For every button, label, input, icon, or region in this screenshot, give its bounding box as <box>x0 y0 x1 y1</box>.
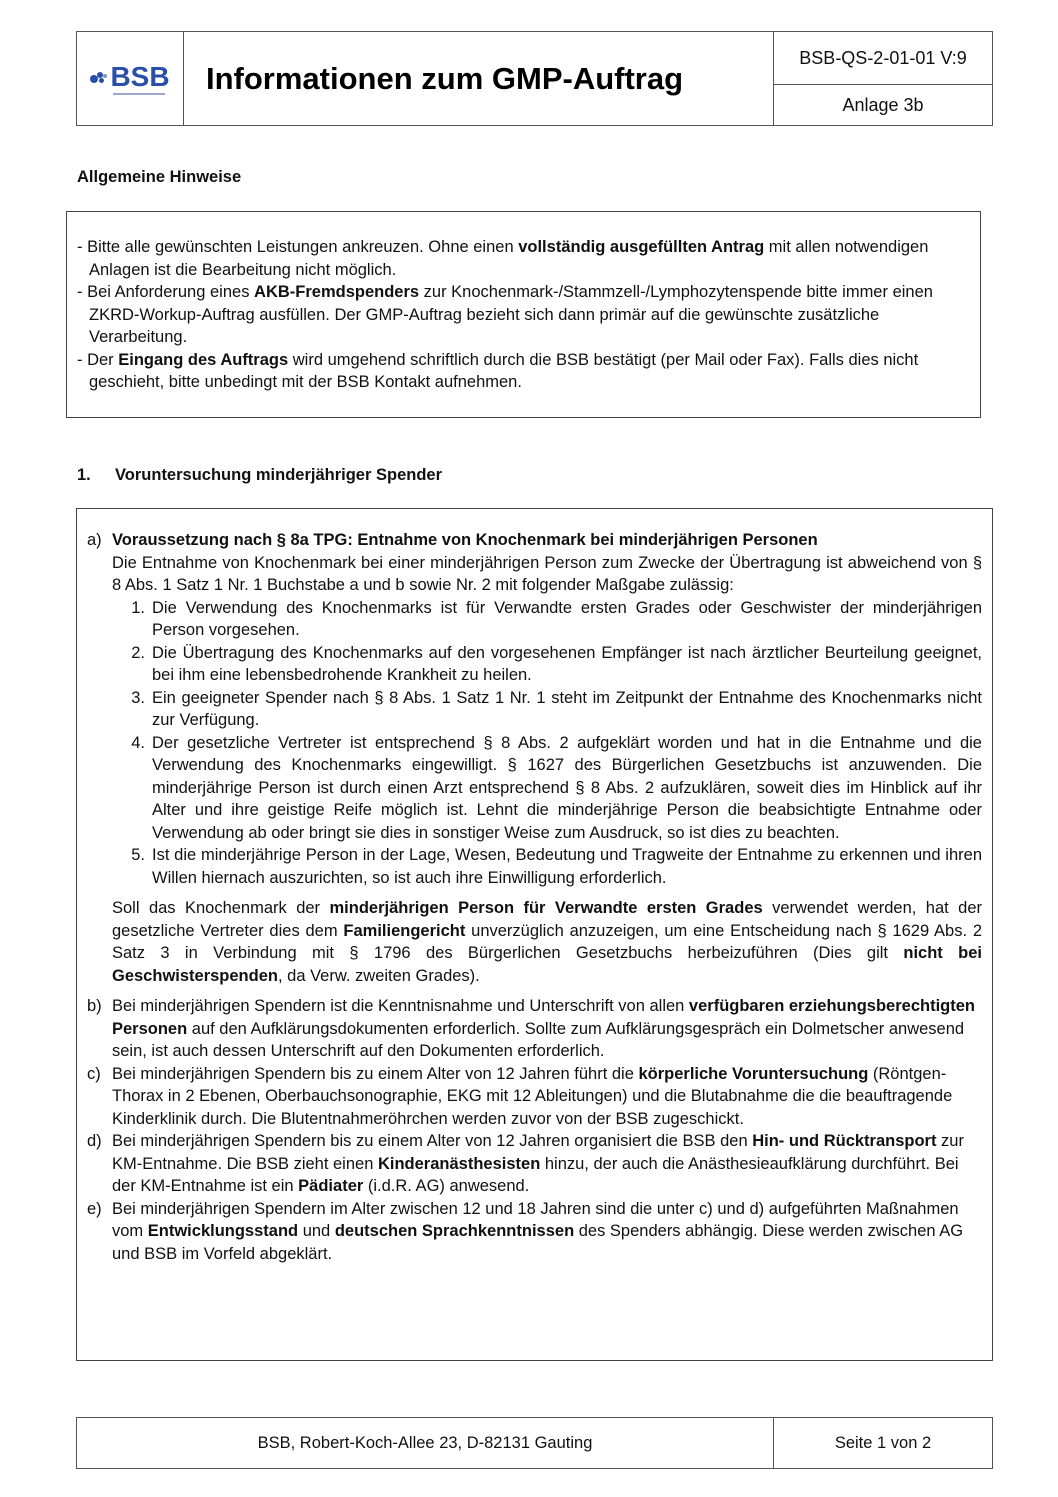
document-id: BSB-QS-2-01-01 V:9 <box>774 32 992 85</box>
item-a-title: Voraussetzung nach § 8a TPG: Entnahme von Knochenmark bei minderjährigen Personen <box>112 531 818 549</box>
hint-item: - Der Eingang des Auftrags wird umgehend schriftlich durch die BSB bestätigt (per Mail oder Fax). Falls dies nicht geschieht, bitte unbedingt mit der BSB Kontakt aufnehmen. <box>77 350 919 391</box>
general-heading: Allgemeine Hinweise <box>77 168 242 186</box>
logo-text: BSB <box>110 60 170 92</box>
condition-item: 5. Ist die minderjährige Person in der Lage, Wesen, Bedeutung und Tragweite der Entnahme zu erkennen und ihren Willen hiernach auszurichten, so ist auch ihre Einwilligung erforderlich. <box>131 846 982 887</box>
family-court-note: Soll das Knochenmark der minderjährigen Person für Verwandte ersten Grades verwendet werden, hat der gesetzliche Vertreter dies dem Familiengericht unverzüglich anzuzeigen, um eine Entscheidung nach § 1629 Abs. 2 Satz 3 in Verbindung mit § 1796 des Bürgerlichen Gesetzbuchs herbeizuführen (Dies gilt nicht bei Geschwisterspenden, da Verw. zweiten Grades). <box>112 899 983 985</box>
document-header <box>76 31 993 126</box>
page-number: Seite 1 von 2 <box>834 1433 932 1452</box>
item-d: d) Bei minderjährigen Spendern bis zu einem Alter von 12 Jahren organisiert die BSB den Hin- und Rücktransport zur KM-Entnahme. Die BSB zieht einen Kinderanästhesisten hinzu, der auch die Anästhesieaufklärung durchführt. Bei der KM-Entnahme ist ein Pädiater (i.d.R. AG) anwesend. <box>87 1132 964 1195</box>
attachment-label: Anlage 3b <box>842 94 924 115</box>
footer-address: BSB, Robert-Koch-Allee 23, D-82131 Gauting <box>77 1418 774 1468</box>
general-notes-box <box>66 211 981 418</box>
condition-item: 4. Der gesetzliche Vertreter ist entsprechend § 8 Abs. 2 aufgeklärt worden und hat in die Entnahme und die Verwendung des Knochenmarks eingewilligt. § 1627 des Bürgerlichen Gesetzbuchs ist anzuwenden. Die minderjährige Person ist durch einen Arzt entsprechend § 8 Abs. 2 aufzuklären, soweit dies im Hinblick auf ihr Alter und ihre geistige Reife möglich ist. Lehnt die minderjährige Person die beabsichtigte Entnahme oder Verwendung ab oder bringt sie dies in sonstiger Weise zum Ausdruck, so ist dies zu beachten. <box>131 733 982 842</box>
condition-list <box>112 597 982 890</box>
document-footer <box>76 1417 993 1469</box>
item-e: e) Bei minderjährigen Spendern im Alter zwischen 12 und 18 Jahren sind die unter c) und d) aufgeführten Maßnahmen vom Entwicklungsstand und deutschen Sprachkenntnissen des Spenders abhängig. Diese werden zwischen AG und BSB im Vorfeld abgeklärt. <box>87 1199 964 1263</box>
section-heading: 1. Voruntersuchung minderjähriger Spender <box>77 466 442 484</box>
hint-item: - Bitte alle gewünschten Leistungen ankreuzen. Ohne einen vollständig ausgefüllten Antrag mit allen notwendigen Anlagen ist die Bearbeitung nicht möglich. <box>77 238 929 279</box>
logo <box>77 32 184 125</box>
document-title: Informationen zum GMP-Auftrag <box>184 32 774 125</box>
hint-item: - Bei Anforderung eines AKB-Fremdspenders zur Knochenmark-/Stammzell-/Lymphozytenspende bitte immer einen ZKRD-Workup-Auftrag ausfüllen. Der GMP-Auftrag bezieht sich dann primär auf die gewünschte zusätzliche Verarbeitung. <box>77 283 933 346</box>
condition-item: 3. Ein geeigneter Spender nach § 8 Abs. 1 Satz 1 Nr. 1 steht im Zeitpunkt der Entnahme des Knochenmarks nicht zur Verfügung. <box>131 688 982 729</box>
item-c: c) Bei minderjährigen Spendern bis zu einem Alter von 12 Jahren führt die körperliche Voruntersuchung (Röntgen-Thorax in 2 Ebenen, Oberbauchsonographie, EKG mit 12 Ableitungen) und die Blutabnahme die die beauftragende Kinderklinik durch. Die Blutentnahmeröhrchen werden zuvor von der BSB zugeschickt. <box>87 1064 953 1128</box>
logo-tagline <box>113 93 165 95</box>
section-1-box <box>76 508 993 1361</box>
item-b: b) Bei minderjährigen Spendern ist die Kenntnisnahme und Unterschrift von allen verfügbaren erziehungsberechtigten Personen auf den Aufklärungsdokumenten erforderlich. Sollte zum Aufklärungsgespräch ein Dolmetscher anwesend sein, ist auch dessen Unterschrift auf den Dokumenten erforderlich. <box>87 997 975 1060</box>
logo-globe-icon <box>90 70 108 84</box>
item-a: a) Voraussetzung nach § 8a TPG: Entnahme von Knochenmark bei minderjährigen Personen Die Entnahme von Knochenmark bei einer minderjährigen Person zum Zwecke der Übertragung ist abweichend von § 8 Abs. 1 Satz 1 Nr. 1 Buchstabe a und b sowie Nr. 2 mit folgender Maßgabe zulässig: 1. Die Verwendung des Knochenmarks ist für Verwandte ersten Grades oder Geschwister der minderjährigen Person vorgesehen. 2. Die Übertragung des Knochenmarks auf den vorgesehenen Empfänger ist nach ärztlicher Beurteilung geeignet, bei ihm eine lebensbedrohende Krankheit zu heilen. 3. Ein geeigneter Spender nach § 8 Abs. 1 Satz 1 Nr. 1 steht im Zeitpunkt der Entnahme des Knochenmarks nicht zur Verfügung. 4. Der gesetzliche Vertreter ist entsprechend § 8 Abs. 2 aufgeklärt worden und hat in die Entnahme und die Verwendung des Knochenmarks eingewilligt. § 1627 des Bürgerlichen Gesetzbuchs ist anzuwenden. Die minderjährige Person ist durch einen Arzt entsprechend § 8 Abs. 2 aufzuklären, soweit dies im Hinblick auf ihr Alter und ihre geistige Reife möglich ist. Lehnt die minderjährige Person die beabsichtigte Entnahme oder Verwendung ab oder bringt sie dies in sonstiger Weise zum Ausdruck, so ist dies zu beachten. 5. Ist die minderjährige Person in der Lage, Wesen, Bedeutung und Tragweite der Entnahme zu erkennen und ihren Willen hiernach auszurichten, so ist auch ihre Einwilligung erforderlich. Soll das Knochenmark der minderjährigen Person für Verwandte ersten Grades verwendet werden, hat der gesetzliche Vertreter dies dem Familiengericht unverzüglich anzuzeigen, um eine Entscheidung nach § 1629 Abs. 2 Satz 3 in Verbindung mit § 1796 des Bürgerlichen Gesetzbuchs herbeizuführen (Dies gilt nicht bei Geschwisterspenden, da Verw. zweiten Grades). <box>87 529 982 995</box>
condition-item: 2. Die Übertragung des Knochenmarks auf den vorgesehenen Empfänger ist nach ärztlicher Beurteilung geeignet, bei ihm eine lebensbedrohende Krankheit zu heilen. <box>131 643 982 684</box>
item-a-intro: Die Entnahme von Knochenmark bei einer minderjährigen Person zum Zwecke der Übertragung ist abweichend von § 8 Abs. 1 Satz 1 Nr. 1 Buchstabe a und b sowie Nr. 2 mit folgender Maßgabe zulässig: <box>112 553 982 594</box>
condition-item: 1. Die Verwendung des Knochenmarks ist für Verwandte ersten Grades oder Geschwister der minderjährigen Person vorgesehen. <box>131 598 982 639</box>
